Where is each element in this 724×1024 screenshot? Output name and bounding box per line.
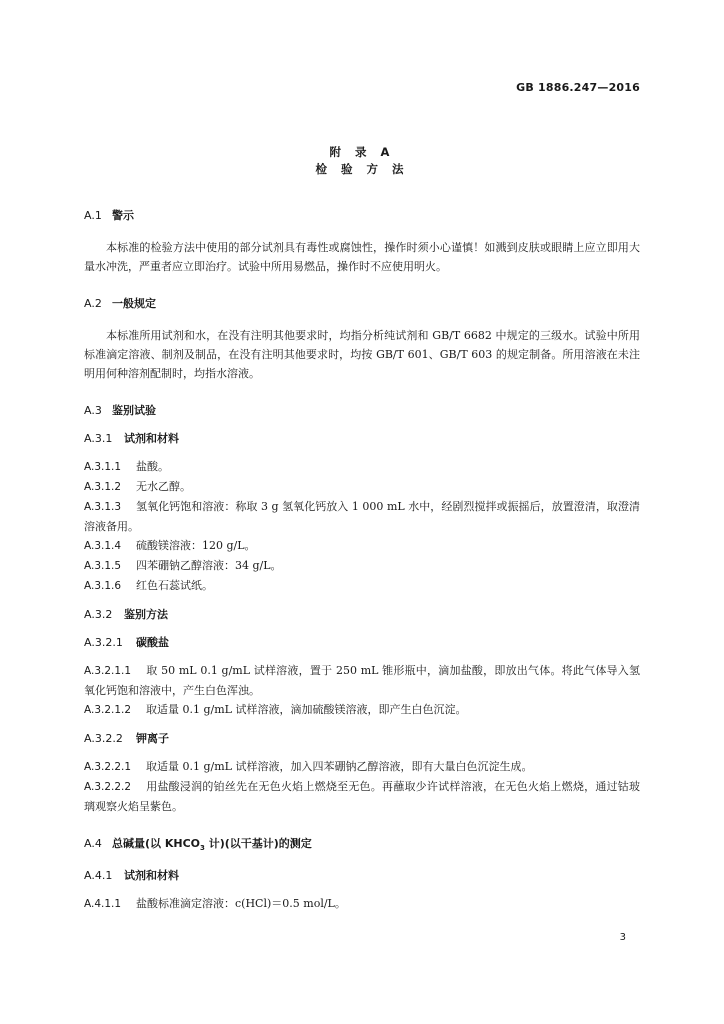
item-number: A.3.1.4 [84,540,122,552]
item-number: A.3.1.6 [84,580,122,592]
subscript: 3 [200,844,205,853]
item-number: A.3.2.2.2 [84,781,132,793]
list-item [84,497,640,536]
clause-number: A.3.2.2 [84,732,123,745]
section-title: 警示 [112,209,134,222]
item-number: A.3.2.1.1 [84,665,132,677]
section-number: A.1 [84,209,102,222]
item-number: A.3.1.2 [84,481,122,493]
clause-heading-a322 [84,729,640,748]
item-text: 氢氧化钙饱和溶液：称取 3 g 氢氧化钙放入 1 000 mL 水中，经剧烈搅拌或振摇后，放置澄清，取澄清溶液备用。 [84,500,640,533]
item-number: A.3.1.1 [84,461,122,473]
section-heading-a4 [84,834,640,853]
section-number: A.3 [84,404,102,417]
standard-number: GB 1886.247—2016 [516,81,640,94]
list-item [84,777,640,816]
list-item [84,556,640,576]
item-number: A.3.2.1.2 [84,704,132,716]
item-number: A.4.1.1 [84,898,122,910]
item-text: 取适量 0.1 g/mL 试样溶液，滴加硫酸镁溶液，即产生白色沉淀。 [146,703,467,716]
subsection-heading-a32 [84,605,640,624]
clause-title: 碳酸盐 [136,636,169,649]
section-title: 一般规定 [112,297,156,310]
section-title: 鉴别试验 [112,404,156,417]
list-item [84,661,640,700]
clause-title: 钾离子 [136,732,169,745]
section-heading-a3 [84,401,640,420]
list-item [84,477,640,497]
annex-label: 附 录 A [329,145,395,159]
list-item [84,536,640,556]
section-heading-a2 [84,294,640,313]
list-item [84,457,640,477]
item-text: 取适量 0.1 g/mL 试样溶液，加入四苯硼钠乙醇溶液，即有大量白色沉淀生成。 [146,760,533,773]
item-number: A.3.1.5 [84,560,122,572]
item-text: 四苯硼钠乙醇溶液：34 g/L。 [136,559,282,572]
page-number: 3 [619,932,626,943]
section-heading-a1 [84,206,640,225]
section-title-part: 总碱量(以 KHCO [112,837,201,850]
item-number: A.3.1.3 [84,501,122,513]
document-body [84,206,640,914]
section-title-part: 计)(以干基计)的测定 [204,837,312,850]
subsection-number: A.3.2 [84,608,113,621]
subsection-title: 鉴别方法 [124,608,168,621]
item-text: 取 50 mL 0.1 g/mL 试样溶液，置于 250 mL 锥形瓶中，滴加盐酸，即放出气体。将此气体导入氢氧化钙饱和溶液中，产生白色浑浊。 [84,664,640,697]
item-text: 盐酸。 [136,460,169,473]
section-number: A.2 [84,297,102,310]
annex-title: 检 验 方 法 [315,162,409,176]
clause-heading-a321 [84,633,640,652]
subsection-title: 试剂和材料 [124,432,179,445]
warning-paragraph: 本标准的检验方法中使用的部分试剂具有毒性或腐蚀性，操作时须小心谨慎！如溅到皮肤或眼睛上应立即用大量水冲洗，严重者应立即治疗。试验中所用易燃品，操作时不应使用明火。 [84,241,640,273]
clause-number: A.3.2.1 [84,636,123,649]
list-item [84,700,640,720]
item-text: 红色石蕊试纸。 [136,579,213,592]
subsection-number: A.3.1 [84,432,113,445]
subsection-heading-a41 [84,866,640,885]
list-item [84,894,640,914]
subsection-number: A.4.1 [84,869,113,882]
list-item [84,576,640,596]
general-rules-paragraph: 本标准所用试剂和水，在没有注明其他要求时，均指分析纯试剂和 GB/T 6682 中规定的三级水。试验中所用标准滴定溶液、制剂及制品，在没有注明其他要求时，均按 GB/T 601、GB/T 603 的规定制备。所用溶液在未注明用何种溶剂配制时，均指水溶液。 [84,329,640,380]
subsection-title: 试剂和材料 [124,869,179,882]
subsection-heading-a31 [84,429,640,448]
item-text: 盐酸标准滴定溶液：c(HCl)＝0.5 mol/L。 [136,897,346,910]
section-number: A.4 [84,837,102,850]
item-number: A.3.2.2.1 [84,761,132,773]
item-text: 硫酸镁溶液：120 g/L。 [136,539,256,552]
item-text: 用盐酸浸润的铂丝先在无色火焰上燃烧至无色。再蘸取少许试样溶液，在无色火焰上燃烧，通过钴玻璃观察火焰呈紫色。 [84,780,640,813]
item-text: 无水乙醇。 [136,480,191,493]
list-item [84,757,640,777]
